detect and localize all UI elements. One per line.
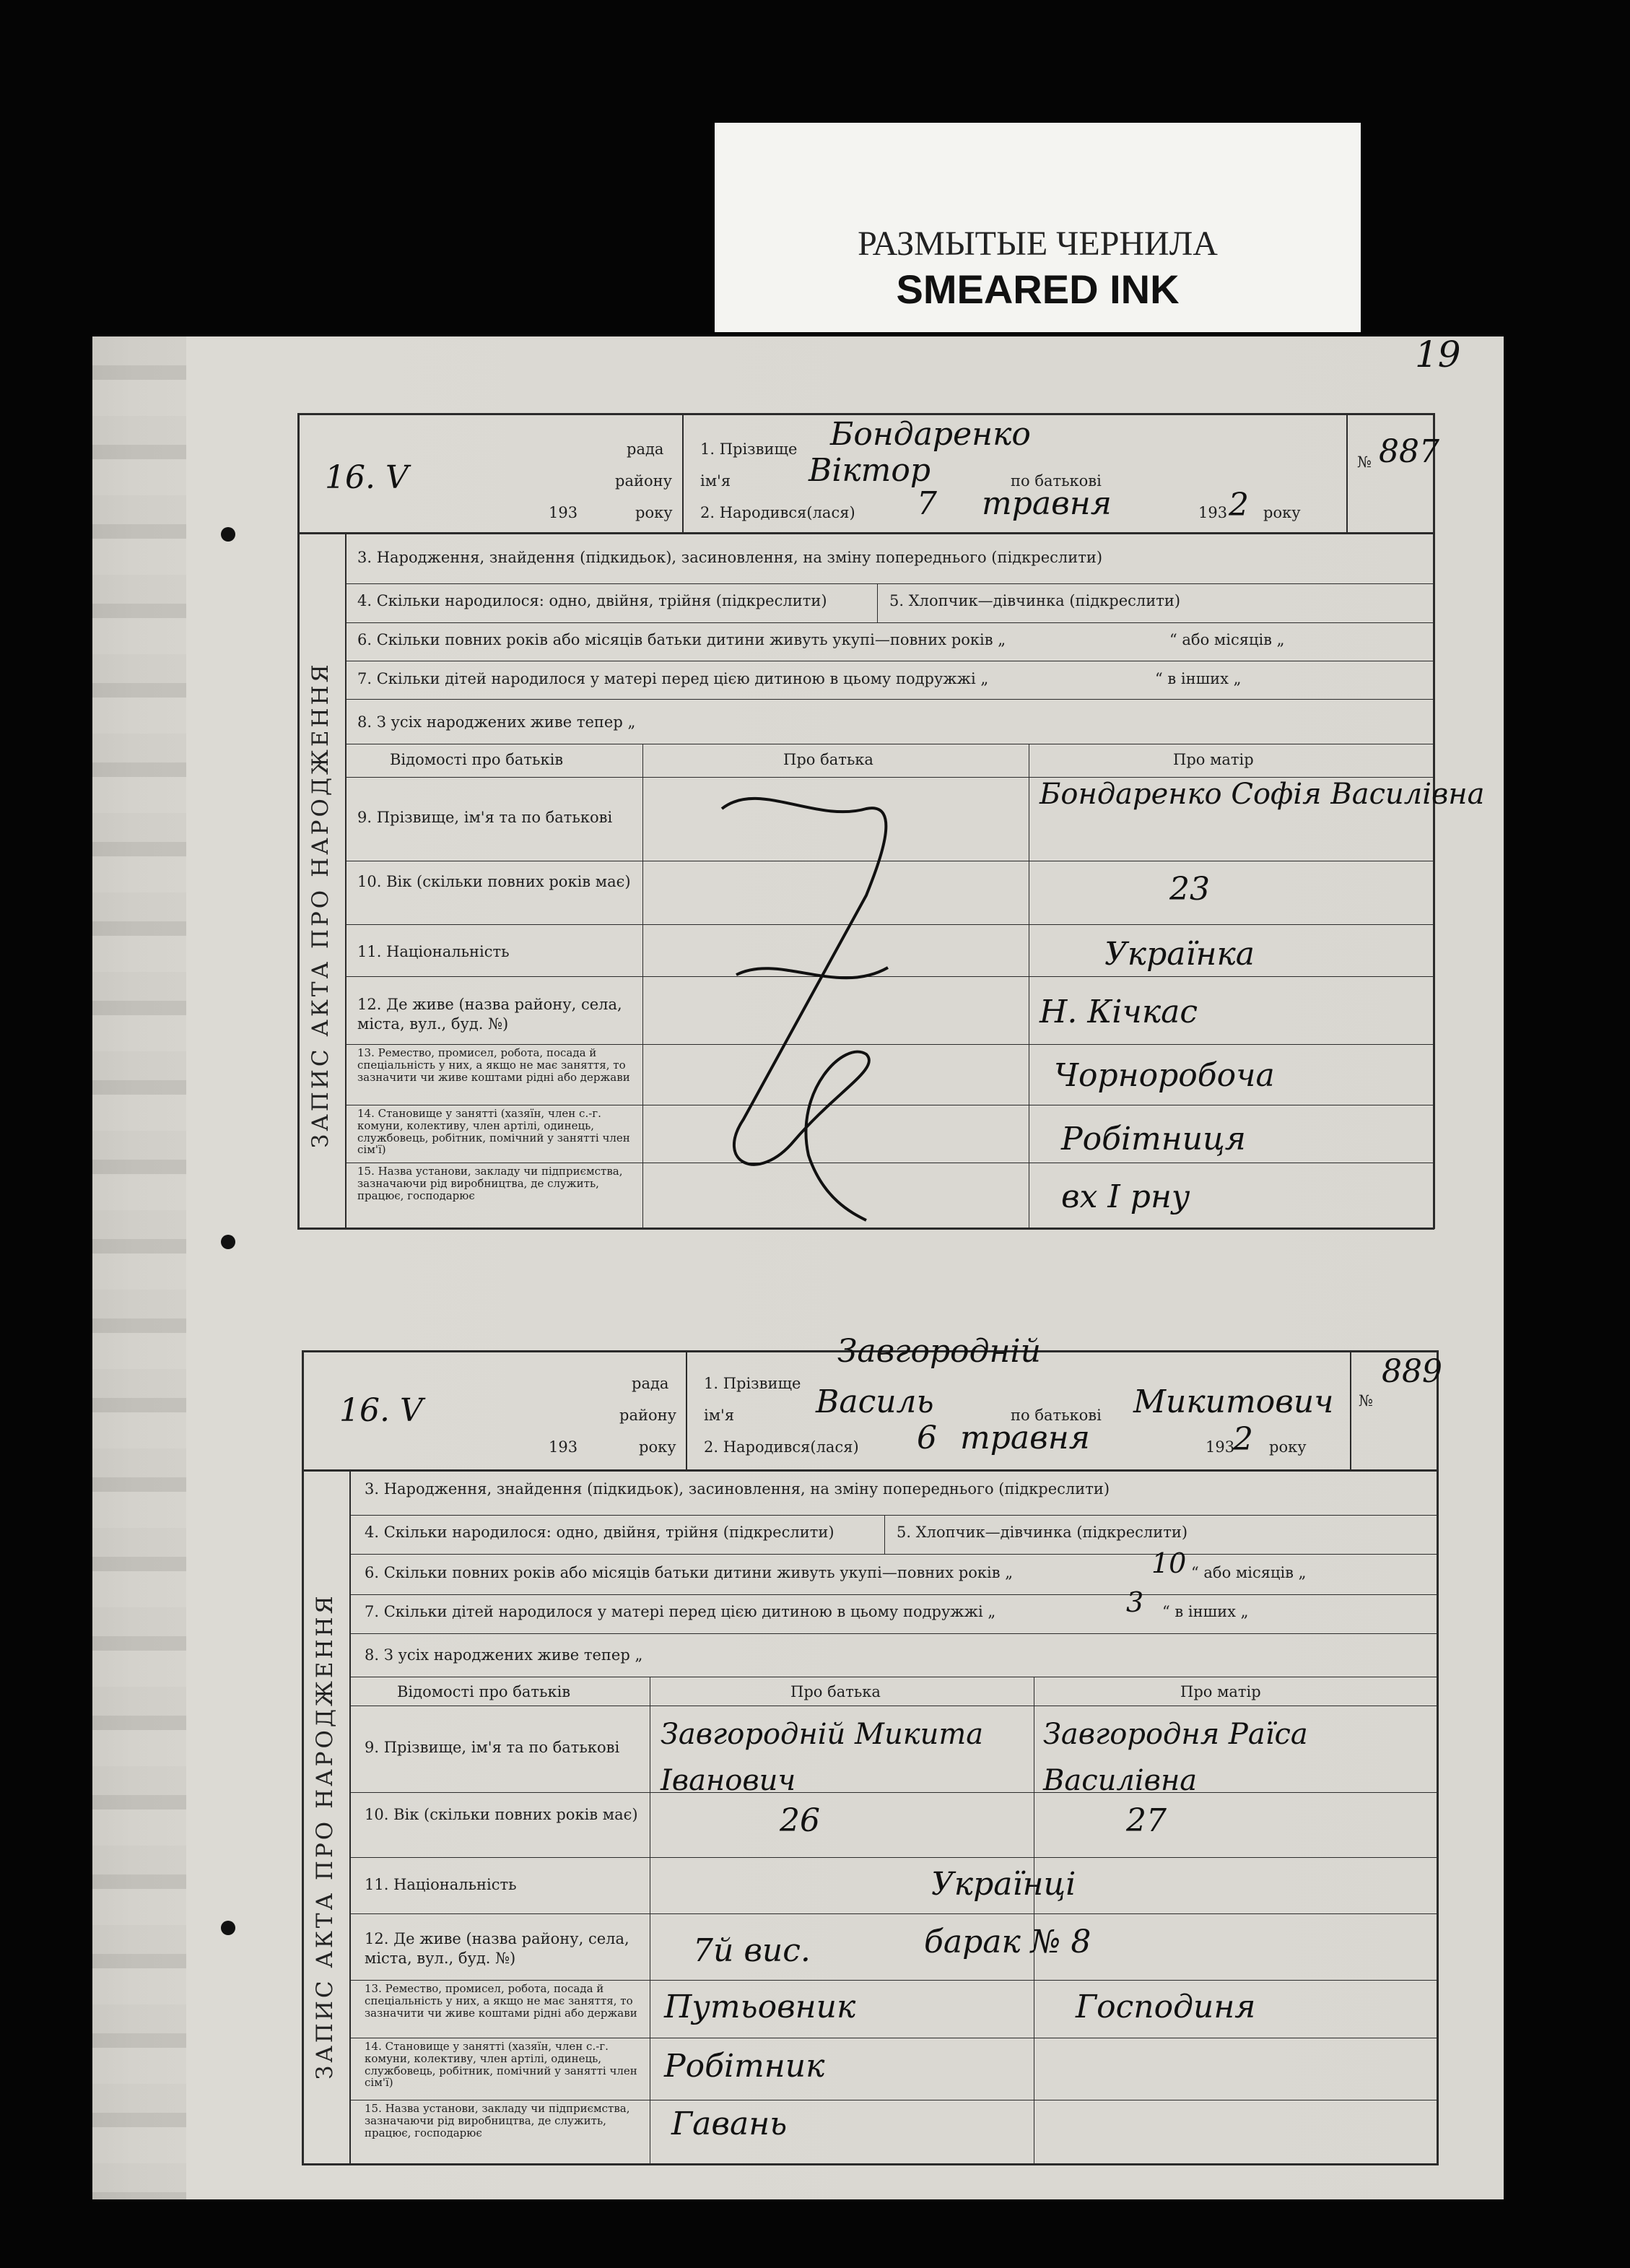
child-name: Василь: [816, 1383, 934, 1420]
notice-english: SMEARED INK: [896, 266, 1180, 312]
label-surname: 1. Прізвище: [700, 440, 798, 458]
row-8: 8. З усіх народжених живе тепер „: [357, 713, 636, 731]
birth-day: 6: [917, 1420, 937, 1456]
row-4: 4. Скільки народилося: одно, двійня, трійня (підкреслити): [365, 1524, 834, 1541]
row-7: 7. Скільки дітей народилося у матері перед цією дитиною в цьому подружжі „: [357, 670, 989, 687]
record-number: 887: [1379, 433, 1439, 470]
birth-day: 7: [917, 485, 937, 522]
header-info: Відомості про батьків: [397, 1683, 571, 1700]
header-mother: Про матір: [1180, 1683, 1261, 1700]
mother-status: Робітниця: [1061, 1121, 1246, 1157]
father-status: Робітник: [664, 2048, 825, 2085]
row-12: 12. Де живе (назва району, села, міста, вул., буд. №): [365, 1930, 629, 1968]
label-roku: року: [1263, 504, 1301, 521]
child-surname: Бондаренко: [830, 416, 1031, 453]
row-6-months: “ або місяців „: [1169, 631, 1285, 648]
smeared-ink-notice: [715, 123, 1361, 332]
row-5: 5. Хлопчик—дівчинка (підкреслити): [897, 1524, 1188, 1541]
row-5: 5. Хлопчик—дівчинка (підкреслити): [889, 592, 1181, 609]
row-8: 8. З усіх народжених живе тепер „: [365, 1646, 643, 1664]
mother-age: 27: [1126, 1802, 1167, 1839]
mother-workplace: вх I рну: [1061, 1178, 1190, 1215]
children-before: 3: [1126, 1586, 1144, 1618]
mother-nationality: Українка: [1104, 936, 1255, 973]
binding-hole: [221, 1235, 235, 1249]
binding-hole: [221, 1921, 235, 1935]
registration-date: 16. V: [339, 1392, 423, 1429]
row-6: 6. Скільки повних років або місяців батьки дитини живуть укупі—повних років „: [365, 1564, 1014, 1581]
binding-hole: [221, 527, 235, 542]
birth-month: травня: [960, 1420, 1090, 1456]
register-page: [92, 336, 1504, 2199]
father-full-name: Завгородній Микита Іванович: [661, 1718, 984, 1797]
father-crossed-out-mark: [650, 780, 967, 1228]
label-patronymic: по батькові: [1011, 472, 1102, 490]
header-father: Про батька: [790, 1683, 881, 1700]
label-number: №: [1357, 453, 1372, 471]
label-surname: 1. Прізвище: [704, 1375, 801, 1392]
row-3: 3. Народження, знайдення (підкидьок), засиновлення, на зміну попереднього (підкреслити): [357, 549, 1103, 566]
registration-date: 16. V: [325, 459, 409, 496]
label-birth-year: 193: [1206, 1438, 1235, 1456]
father-occupation: Путьовник: [664, 1989, 856, 2025]
father-age: 26: [780, 1802, 820, 1839]
row-10: 10. Вік (скільки повних років має): [365, 1806, 638, 1823]
birth-year-digit: 2: [1233, 1421, 1253, 1458]
header-info: Відомості про батьків: [390, 751, 564, 768]
years-together: 10: [1151, 1547, 1187, 1579]
label-name: ім'я: [700, 472, 731, 490]
row-4: 4. Скільки народилося: одно, двійня, трійня (підкреслити): [357, 592, 827, 609]
row-11: 11. Національність: [365, 1876, 517, 1893]
row-11: 11. Національність: [357, 943, 510, 960]
row-6-months: “ або місяців „: [1191, 1564, 1307, 1581]
label-birth-year: 193: [1198, 504, 1228, 521]
side-title: ЗАПИС АКТА ПРО НАРОДЖЕННЯ: [312, 1593, 338, 2080]
row-15: 15. Назва установи, закладу чи підприємства, зазначаючи рід виробництва, де служить, працює, господарює: [365, 2102, 630, 2139]
row-15: 15. Назва установи, закладу чи підприємства, зазначаючи рід виробництва, де служить, працює, господарює: [357, 1165, 623, 1202]
label-raionu: району: [615, 472, 672, 490]
mother-occupation: Господиня: [1076, 1989, 1256, 2025]
mother-full-name: Бондаренко Софія Василівна: [1040, 778, 1485, 811]
row-7-other: “ в інших „: [1162, 1603, 1249, 1620]
row-14: 14. Становище у занятті (хазяїн, член с.-г. комуни, колективу, член артілі, одинець, службовець, робітник, помічний у занятті член сім'ї): [357, 1107, 630, 1157]
label-roku: року: [639, 1438, 676, 1456]
mother-address: Н. Кічкас: [1040, 994, 1198, 1030]
header-mother: Про матір: [1173, 751, 1254, 768]
label-rada: рада: [627, 440, 664, 458]
page-number: 19: [1415, 334, 1461, 375]
notice-russian: РАЗМЫТЫЕ ЧЕРНИЛА: [858, 225, 1218, 263]
row-10: 10. Вік (скільки повних років має): [357, 873, 631, 890]
birth-year-digit: 2: [1229, 487, 1249, 523]
row-12: 12. Де живе (назва району, села, міста, вул., буд. №): [357, 996, 622, 1033]
child-patronymic: Микитович: [1133, 1383, 1334, 1420]
row-13: 13. Ремество, промисел, робота, посада й спеціальність у них, а якщо не має заняття, то зазначити чи живе коштами рідні або держави: [365, 1982, 637, 2020]
row-3: 3. Народження, знайдення (підкидьок), засиновлення, на зміну попереднього (підкреслити): [365, 1480, 1110, 1498]
row-7-other: “ в інших „: [1155, 670, 1242, 687]
row-13: 13. Ремество, промисел, робота, посада й спеціальність у них, а якщо не має заняття, то зазначити чи живе коштами рідні або держави: [357, 1046, 630, 1084]
record-number: 889: [1382, 1353, 1442, 1390]
father-address: 7й вис.: [693, 1932, 811, 1969]
row-6: 6. Скільки повних років або місяців батьки дитини живуть укупі—повних років „: [357, 631, 1006, 648]
mother-full-name: Завгородня Раїса Василівна: [1043, 1718, 1308, 1797]
label-number: №: [1359, 1392, 1373, 1409]
row-9: 9. Прізвище, ім'я та по батькові: [357, 809, 613, 826]
page-torn-edge: [92, 336, 186, 2199]
header-father: Про батька: [783, 751, 873, 768]
label-name: ім'я: [704, 1407, 735, 1424]
birth-month: травня: [982, 485, 1112, 522]
label-roku: року: [635, 504, 673, 521]
child-name: Віктор: [809, 452, 931, 489]
child-surname: Завгородній: [837, 1333, 1041, 1370]
row-14: 14. Становище у занятті (хазяїн, член с.-г. комуни, колективу, член артілі, одинець, службовець, робітник, помічний у занятті член сім'ї): [365, 2040, 637, 2090]
label-year: 193: [549, 1438, 578, 1456]
label-patronymic: по батькові: [1011, 1407, 1102, 1424]
row-7: 7. Скільки дітей народилося у матері перед цією дитиною в цьому подружжі „: [365, 1603, 996, 1620]
row-9: 9. Прізвище, ім'я та по батькові: [365, 1739, 620, 1756]
mother-address: барак № 8: [924, 1924, 1091, 1960]
mother-age: 23: [1169, 871, 1210, 908]
label-born: 2. Народився(лася): [704, 1438, 859, 1456]
label-roku: року: [1269, 1438, 1307, 1456]
label-year: 193: [549, 504, 578, 521]
label-rada: рада: [632, 1375, 669, 1392]
label-born: 2. Народився(лася): [700, 504, 855, 521]
label-raionu: району: [619, 1407, 676, 1424]
side-title: ЗАПИС АКТА ПРО НАРОДЖЕННЯ: [308, 661, 334, 1148]
father-workplace: Гавань: [671, 2106, 788, 2142]
parents-nationality: Українці: [931, 1866, 1076, 1903]
mother-occupation: Чорноробоча: [1054, 1057, 1275, 1094]
